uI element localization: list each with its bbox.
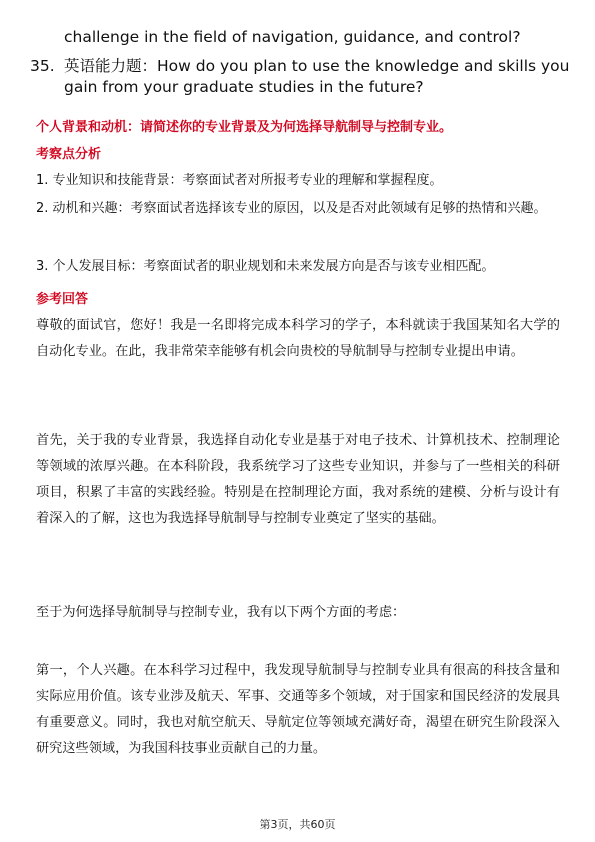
answer-paragraph: 尊敬的面试官，您好！我是一名即将完成本科学习的学子，本科就读于我国某知名大学的自动化专业。在此，我非常荣幸能够有机会向贵校的导航制导与控制专业提出申请。	[36, 318, 560, 359]
page-footer: 第3页，共60页	[259, 818, 336, 831]
analysis-item: 2. 动机和兴趣：考察面试者选择该专业的原因，以及是否对此领域有足够的热情和兴趣。	[36, 201, 547, 216]
analysis-heading: 考察点分析	[36, 147, 102, 162]
question-number: 35.	[30, 57, 55, 75]
analysis-item: 3. 个人发展目标：考察面试者的职业规划和未来发展方向是否与该专业相匹配。	[36, 259, 495, 274]
answer-paragraph: 第一，个人兴趣。在本科学习过程中，我发现导航制导与控制专业具有很高的科技含量和实际应用价值。该专业涉及航天、军事、交通等多个领域，对于国家和国民经济的发展具有重要意义。同时，我也对航空航天、导航定位等领域充满好奇，渴望在研究生阶段深入研究这些领域，为我国科技事业贡献自己的力量。	[36, 663, 560, 756]
analysis-item: 1. 专业知识和技能背景：考察面试者对所报考专业的理解和掌握程度。	[36, 173, 443, 188]
answer-heading: 参考回答	[36, 292, 89, 307]
question-text: 英语能力题：How do you plan to use the knowledge and skills you gain from your graduate studies in the future?	[64, 57, 570, 96]
answer-paragraph: 至于为何选择导航制导与控制专业，我有以下两个方面的考虑：	[36, 605, 406, 620]
answer-paragraph: 首先，关于我的专业背景，我选择自动化专业是基于对电子技术、计算机技术、控制理论等领域的浓厚兴趣。在本科阶段，我系统学习了这些专业知识，并参与了一些相关的科研项目，积累了丰富的实践经验。特别是在控制理论方面，我对系统的建模、分析与设计有着深入的了解，这也为我选择导航制导与控制专业奠定了坚实的基础。	[36, 433, 560, 526]
question-continuation: challenge in the field of navigation, guidance, and control?	[64, 28, 521, 46]
subquestion-title: 个人背景和动机：请简述你的专业背景及为何选择导航制导与控制专业。	[36, 120, 453, 135]
